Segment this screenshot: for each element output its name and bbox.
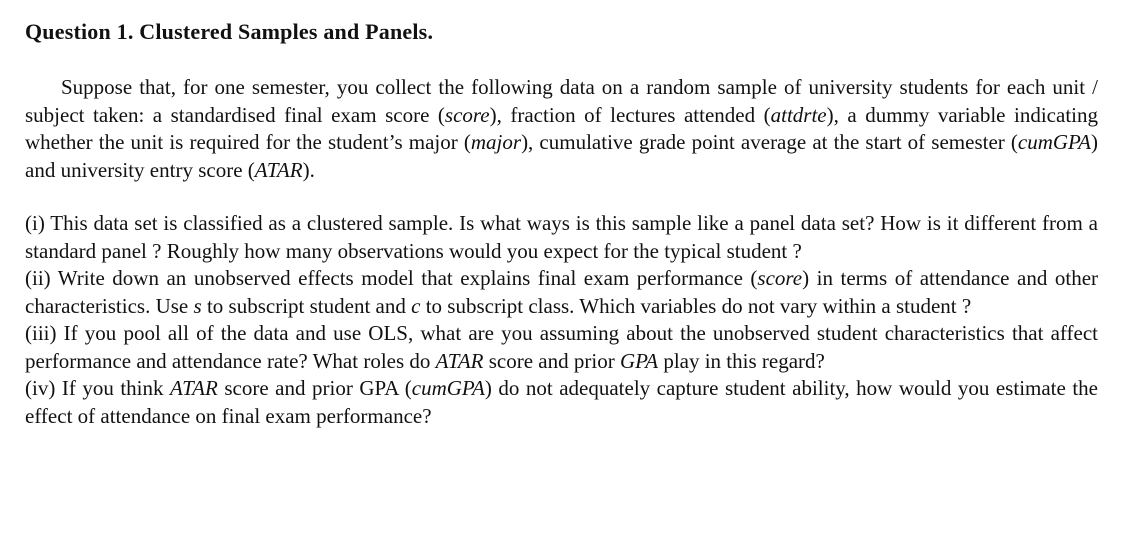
part-iii-text-2: score and prior [483, 348, 620, 373]
question-heading [25, 19, 433, 45]
var-score: score [757, 266, 803, 290]
part-iv-text-1: (iv) If you think [25, 376, 171, 400]
var-atar: ATAR [170, 376, 218, 400]
part-ii-text-3: to subscript student and [201, 293, 412, 318]
var-cumgpa: cumGPA [1017, 130, 1091, 154]
intro-paragraph [25, 74, 1098, 184]
question-number: Question 1. [25, 19, 134, 44]
part-iii [25, 320, 1098, 375]
var-s: s [193, 293, 202, 318]
var-gpa: GPA [619, 348, 659, 373]
var-score: score [444, 102, 490, 127]
var-cumgpa: cumGPA [411, 376, 485, 400]
sub-questions [25, 210, 1098, 430]
part-ii-text-2: ) in terms of attendance and other characteristics. Use [25, 266, 1099, 318]
part-iv [25, 375, 1098, 430]
part-iii-text-1: (iii) If you pool all of the data and use OLS, what are you assuming about the unobserved student characteristics that affect performance and attendance rate? What roles do [25, 321, 1098, 373]
intro-text-1: Suppose that, for one semester, you collect the following data on a random sample of university students for each unit / subject taken: a standardised final exam score ( [25, 75, 1098, 127]
var-attdrte: attdrte [770, 102, 827, 127]
part-ii-text-1: (ii) Write down an unobserved effects model that explains final exam performance ( [25, 266, 758, 290]
part-ii [25, 265, 1098, 320]
part-iv-text-3: ) do not adequately capture student ability, how would you estimate the effect of attendance on final exam performance? [25, 376, 1098, 428]
var-major: major [470, 130, 522, 154]
intro-text-2: ), fraction of lectures attended ( [489, 102, 771, 127]
intro-text-6: ). [302, 157, 315, 182]
intro-text-4: ), cumulative grade point average at the start of semester ( [521, 130, 1018, 154]
var-atar: ATAR [254, 157, 303, 182]
intro-text-5: ) and university entry score ( [25, 130, 1098, 182]
part-i [25, 210, 1098, 265]
intro-text-3: ), a dummy variable indicating whether the unit is required for the student’s major ( [25, 102, 1098, 154]
var-atar: ATAR [435, 348, 484, 373]
var-c: c [411, 293, 421, 318]
part-iii-text-3: play in this regard? [658, 348, 825, 373]
question-title: Clustered Samples and Panels. [139, 19, 434, 44]
part-i-text: (i) This data set is classified as a clustered sample. Is what ways is this sample like a panel data set? How is it different from a standard panel ? Roughly how many observations would you expect for the typical student ? [25, 211, 1098, 263]
part-iv-text-2: score and prior GPA ( [217, 376, 412, 400]
part-ii-text-4: to subscript class. Which variables do not vary within a student ? [420, 293, 972, 318]
